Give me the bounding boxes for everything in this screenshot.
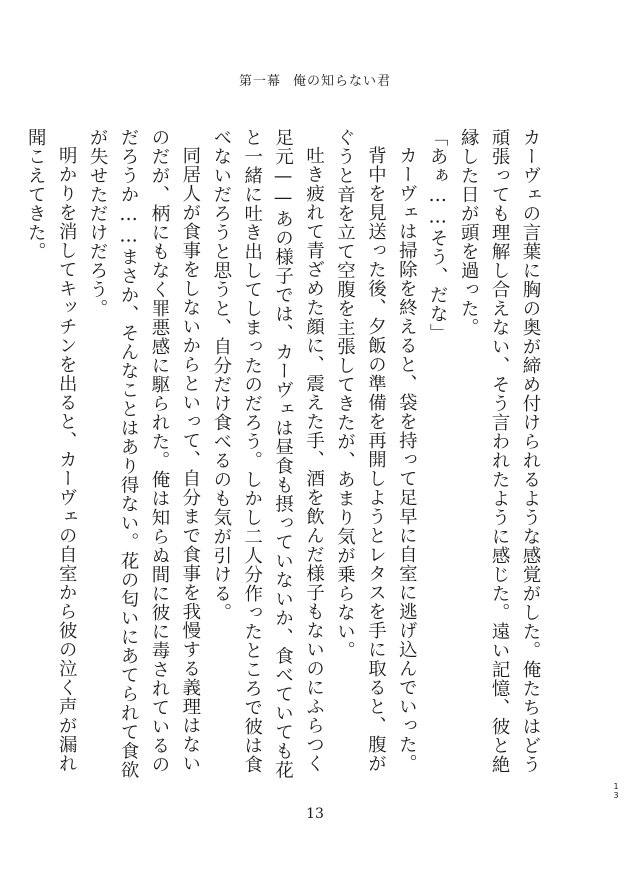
paragraph: 吐き疲れて青ざめた顔に、震えた手、酒を飲んだ様子もないのにふらつく足元——あの様子では、カーヴェは昼食も摂っていないか、食べていても花と一緒に吐き出してしまったのだろう。しかし二人分作ったところで彼は食べないだろうと思うと、自分だけ食べるのも気が引ける。 bbox=[210, 128, 325, 780]
paragraph: 背中を見送った後、夕飯の準備を再開しようとレタスを手に取ると、腹がぐうと音を立て空腹を主張してきたが、あまり気が乗らない。 bbox=[334, 128, 387, 774]
paragraph: 同居人が食事をしないからといって、自分まで食事を我慢する義理はないのだが、柄にもなく罪悪感に駆られた。俺は知らぬ間に彼に毒されているのだろうか……まさか、そんなことはあり得ない。花の匂いにあてられて食欲が失せただけだろう。 bbox=[87, 128, 201, 780]
dialogue-paragraph: 「あぁ……そう、だな」 bbox=[427, 128, 449, 343]
side-page-digit: 1 bbox=[613, 782, 619, 791]
side-page-number bbox=[611, 782, 621, 800]
paragraph: 明かりを消してキッチンを出ると、カーヴェの自室から彼の泣く声が漏れ聞こえてきた。 bbox=[25, 128, 78, 774]
chapter-label: 第一幕 bbox=[238, 74, 281, 89]
page-number: 13 bbox=[306, 806, 324, 822]
running-header bbox=[0, 70, 630, 89]
paragraph: カーヴェの言葉に胸の奥が締め付けられるような感覚がした。俺たちはどう頑張っても理解し合えない、そう言われたように感じた。遠い記憶、彼と絶縁した日が頭を過った。 bbox=[458, 128, 541, 774]
body-text bbox=[25, 128, 545, 788]
side-page-digit: 3 bbox=[613, 791, 619, 800]
chapter-title: 俺の知らない君 bbox=[293, 74, 392, 89]
paragraph: カーヴェは掃除を終えると、袋を持って足早に自室に逃げ込んでいった。 bbox=[396, 146, 418, 774]
